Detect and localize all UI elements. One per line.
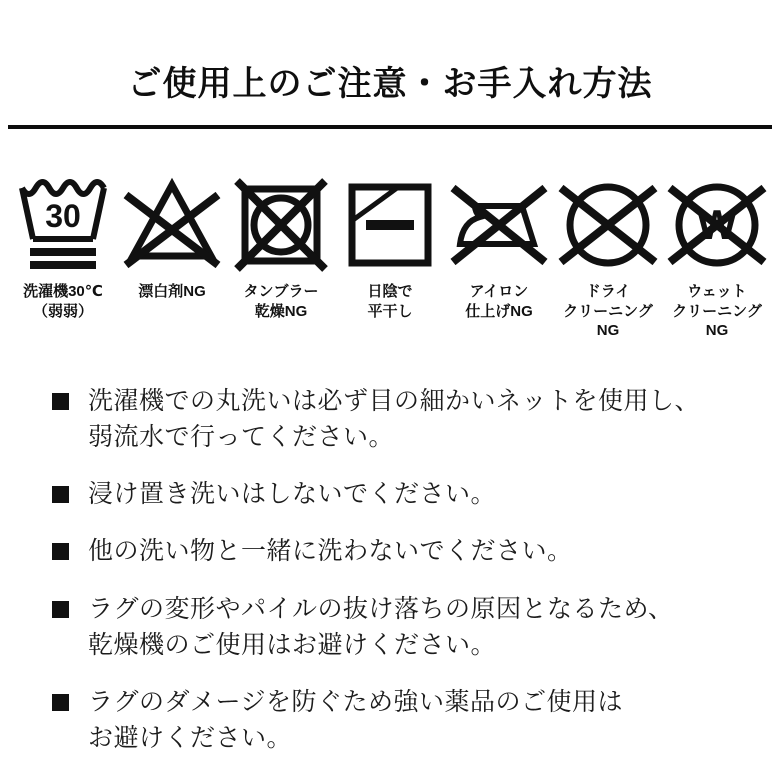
care-note [52,591,750,664]
square-bullet-icon [52,543,69,560]
page-title: ご使用上のご注意・お手入れ方法 [127,65,653,103]
care-symbol-label-line: 洗濯機30℃ [23,283,103,300]
care-symbol-label-line: NG [705,322,729,339]
care-symbol-label-line: 平干し [367,302,413,320]
care-note-line: 洗濯機での丸洗いは必ず目の細かいネットを使用し、 [88,386,701,415]
care-symbol-label [23,282,103,321]
care-note [52,383,750,456]
care-symbol-icon [449,175,549,275]
care-symbols-row [0,129,780,341]
care-symbol-icon [667,175,767,275]
care-symbol [446,175,552,341]
care-note [52,684,750,757]
care-note-text [88,476,496,512]
care-note-text [88,591,674,664]
care-symbol [119,175,225,341]
care-note [52,533,750,569]
care-symbol-label-line: NG [596,322,620,339]
care-symbol-label-line: 漂白剤NG [138,283,206,300]
care-symbol-label-line: クリーニング [672,302,762,320]
care-symbol-label [138,282,206,302]
care-symbol-label-line: クリーニング [563,302,653,320]
shade-flat-dry-icon [340,175,440,275]
care-symbol-icon [122,175,222,275]
care-note-text [88,533,573,569]
care-note-text [88,684,623,757]
care-symbol-label-line: 日陰で [367,283,413,300]
care-symbol [228,175,334,341]
no-bleach-icon [122,175,222,275]
care-symbol-label [465,282,533,321]
care-notes-list [0,341,780,757]
care-symbol-label-line: ドライ [585,283,631,300]
care-symbol-icon [13,175,113,275]
care-symbol [664,175,770,341]
care-symbol-label [243,282,318,321]
square-bullet-icon [52,601,69,618]
care-note-line: 弱流水で行ってください。 [88,422,395,451]
care-note-line: ラグの変形やパイルの抜け落ちの原因となるため、 [88,594,674,623]
care-symbol-label [563,282,653,341]
care-note-line: 他の洗い物と一緒に洗わないでください。 [88,537,573,566]
no-iron-icon [449,175,549,275]
wash-temperature-value: 30 [45,198,81,234]
care-note-line: 乾燥機のご使用はお避けください。 [88,630,497,659]
wash-30-gentle-icon [13,175,113,275]
care-note-line: 浸け置き洗いはしないでください。 [88,480,497,508]
care-symbol-icon [340,175,440,275]
no-tumble-dry-icon [231,175,331,275]
care-symbol-label-line: アイロン [469,283,529,300]
care-note-line: お避けください。 [88,724,293,753]
care-symbol-icon [558,175,658,275]
care-symbol [555,175,661,341]
care-symbol-label-line: タンブラー [243,283,319,300]
wet-clean-letter: W [697,201,737,248]
care-symbol [10,175,116,341]
square-bullet-icon [52,694,69,711]
care-symbol-label-line: 仕上げNG [465,302,533,320]
care-symbol [337,175,443,341]
care-symbol-label-line: 乾燥NG [254,302,308,320]
care-symbol-icon [231,175,331,275]
no-wet-clean-icon [667,175,767,275]
care-note-line: ラグのダメージを防ぐため強い薬品のご使用は [88,688,624,716]
care-symbol-label-line: （弱弱） [32,302,93,320]
care-note-text [88,383,700,456]
care-symbol-label [367,282,412,321]
care-symbol-label [672,282,762,341]
square-bullet-icon [52,486,69,503]
care-note [52,476,750,512]
no-dry-clean-icon [558,175,658,275]
care-symbol-label-line: ウェット [687,283,747,300]
square-bullet-icon [52,393,69,410]
